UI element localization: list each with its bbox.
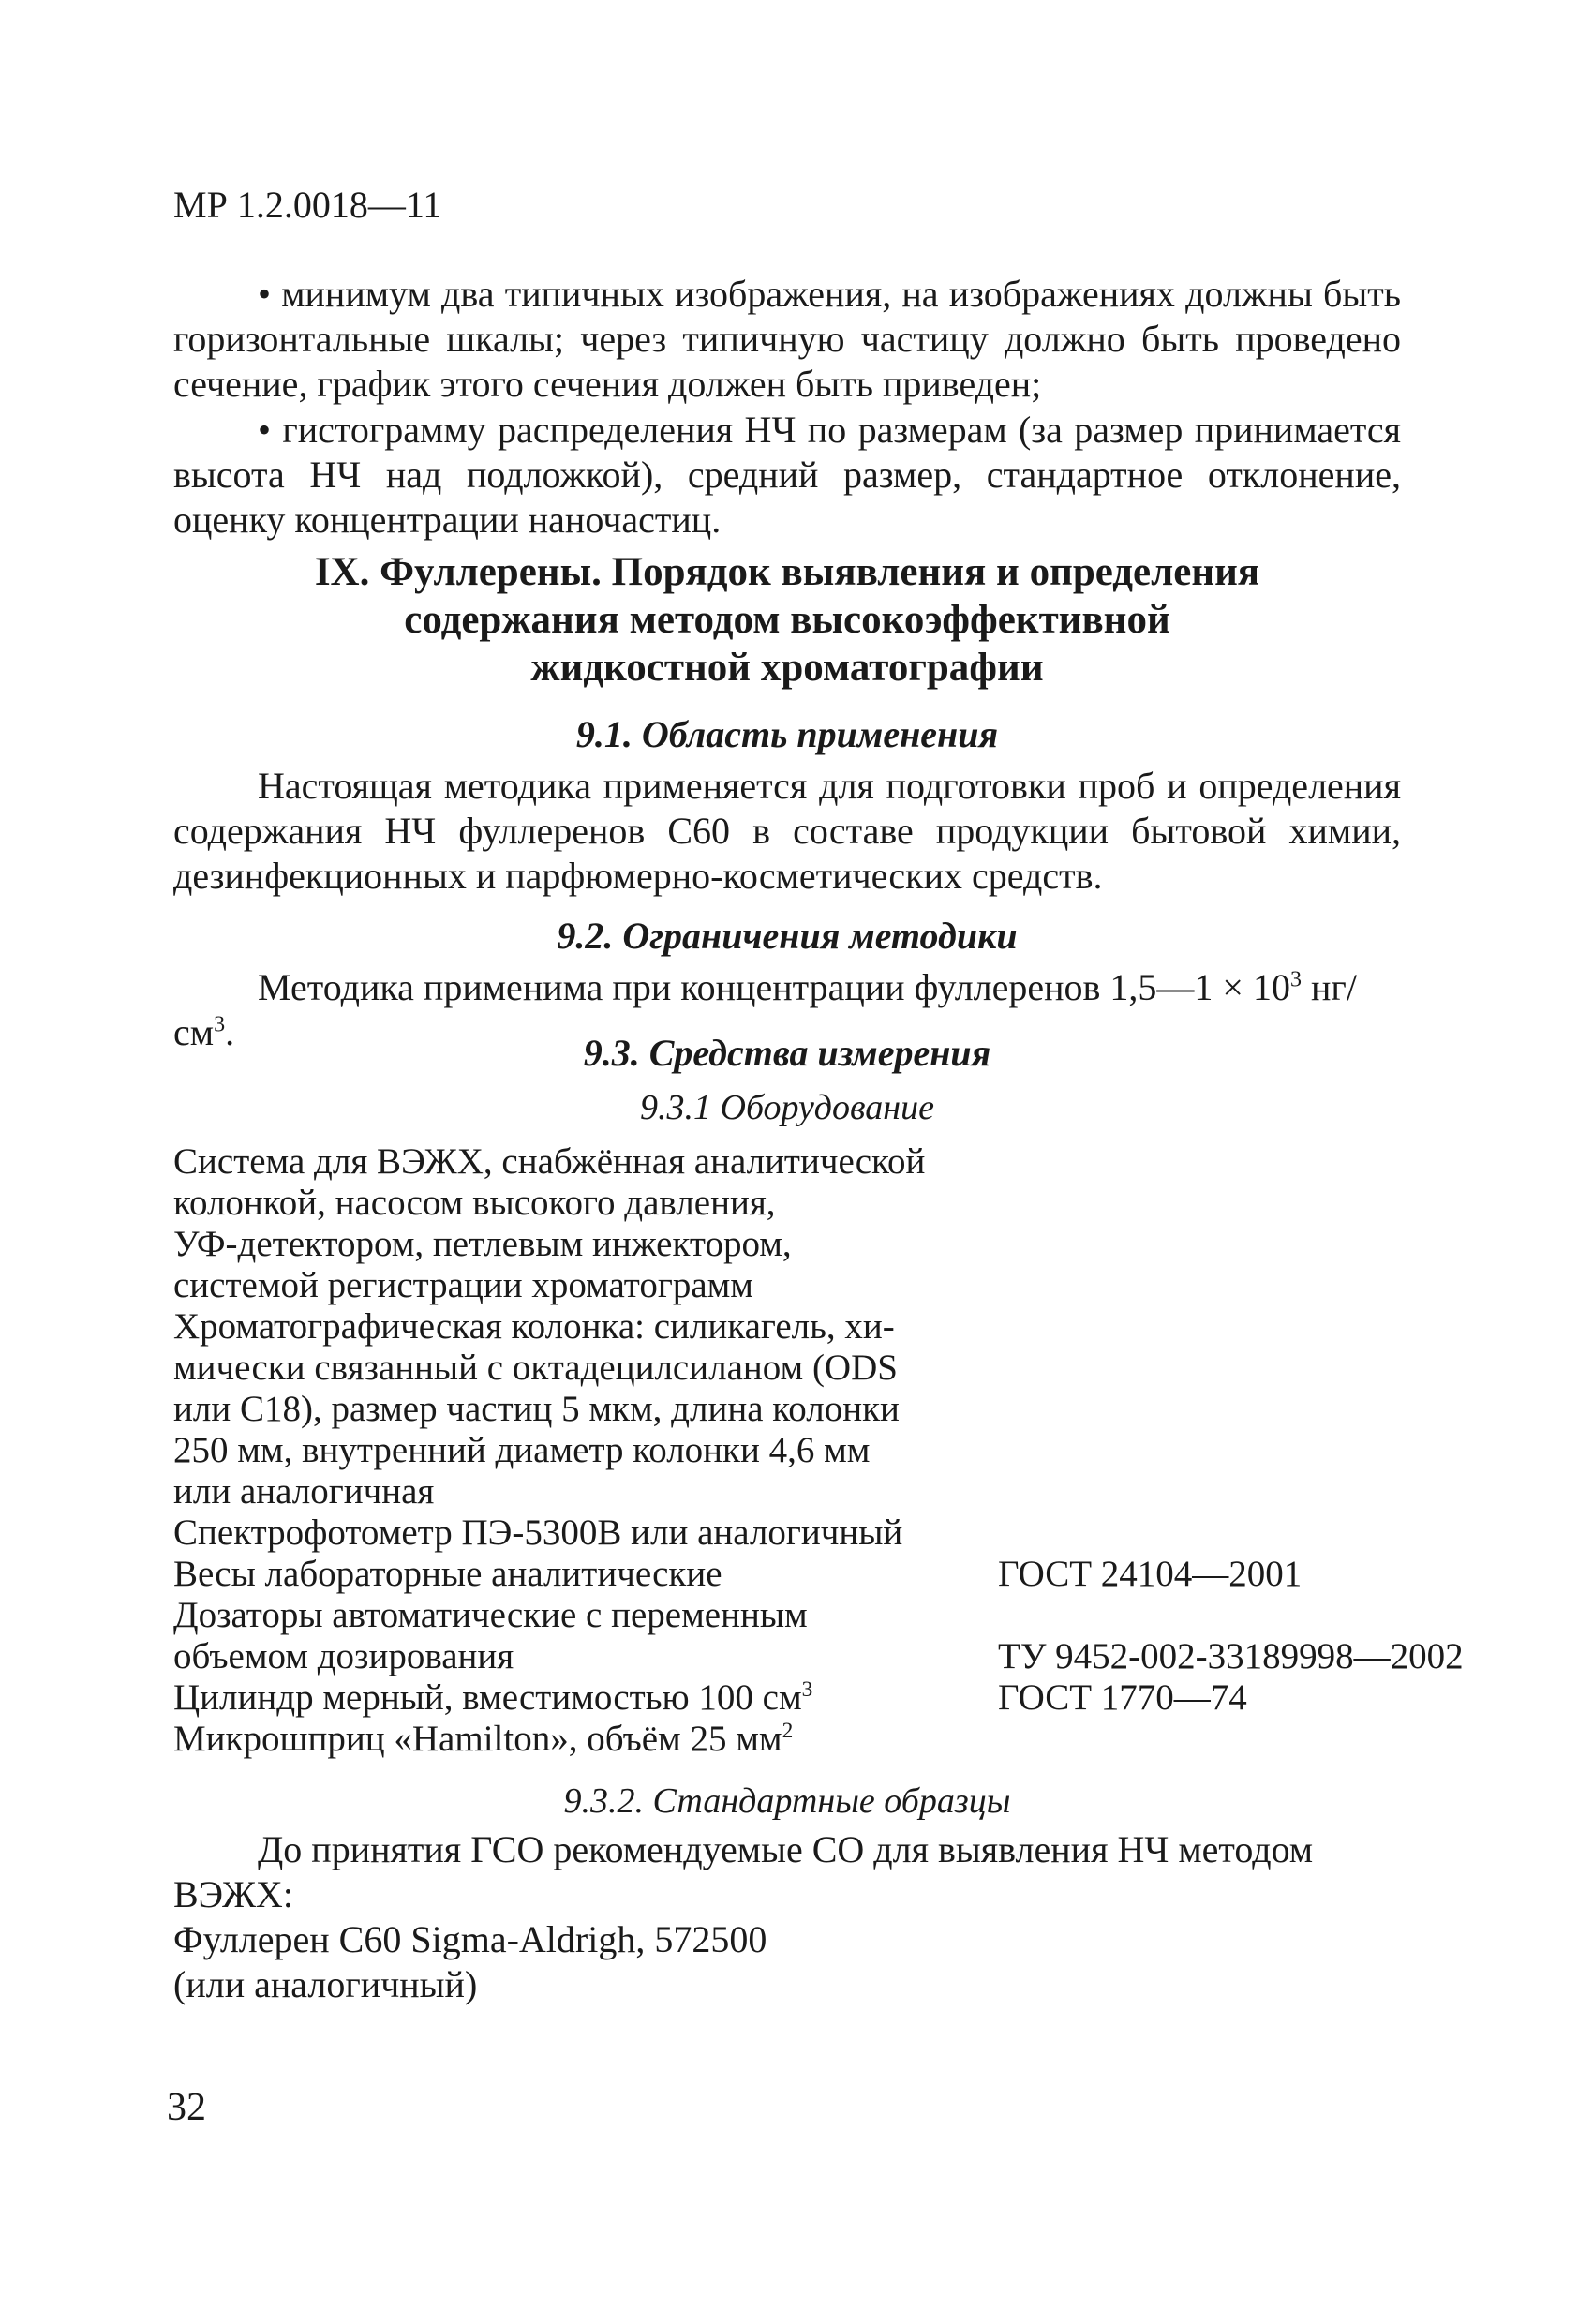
paragraph-text: Настоящая методика применяется для подготовки проб и определения содержания НЧ фуллеренов С60 в составе продукции бытовой химии, дезинфекционных и парфюмерно-косметических средств. xyxy=(173,765,1401,897)
equipment-item xyxy=(173,1141,998,1306)
superscript: 2 xyxy=(782,1719,794,1743)
paragraph-text: Методика применима при концентрации фуллеренов 1,5—1 × 10 xyxy=(258,966,1290,1008)
paragraph-text: нг/см xyxy=(173,966,1357,1053)
bullet-text: • гистограмму распределения НЧ по размерам (за размер принимается высота НЧ над подложкой), средний размер, стандартное отклонение, оценку концентрации наночастиц. xyxy=(173,409,1401,541)
standards-text xyxy=(173,1827,1401,2007)
equipment-line: Система для ВЭЖХ, снабжённая аналитической xyxy=(173,1141,926,1182)
standard-sample-item: Фуллерен С60 Sigma-Aldrigh, 572500 xyxy=(173,1918,767,1960)
equipment-line: Спектрофотометр ПЭ-5300В или аналогичный xyxy=(173,1512,903,1553)
section-title xyxy=(173,548,1401,692)
subsubsection-title-9-3-1: 9.3.1 Оборудование xyxy=(640,1088,934,1127)
equipment-line: или аналогичная xyxy=(173,1471,435,1512)
superscript: 3 xyxy=(801,1677,813,1702)
superscript: 3 xyxy=(214,1012,226,1037)
equipment-line: Весы лабораторные аналитические xyxy=(173,1554,722,1594)
bullet-item xyxy=(173,272,1401,407)
section-title-line: жидкостной хроматографии xyxy=(530,646,1044,690)
equipment-ref: ГОСТ 24104—2001 xyxy=(998,1554,1303,1594)
subsection-title-9-2: 9.2. Ограничения методики xyxy=(557,915,1018,957)
subsubsection-title-9-3-2: 9.3.2. Стандартные образцы xyxy=(563,1781,1011,1821)
section-title-line: содержания методом высокоэффективной xyxy=(404,598,1170,642)
bullet-item xyxy=(173,408,1401,543)
equipment-line: Цилиндр мерный, вместимостью 100 см xyxy=(173,1677,802,1718)
equipment-line: 250 мм, внутренний диаметр колонки 4,6 мм xyxy=(173,1430,871,1470)
document-code: МР 1.2.0018—11 xyxy=(173,184,442,226)
equipment-item xyxy=(173,1306,998,1512)
equipment-item xyxy=(173,1719,998,1760)
subsection-title-9-1: 9.1. Область применения xyxy=(575,713,999,755)
equipment-item xyxy=(173,1677,998,1719)
equipment-ref: ГОСТ 1770—74 xyxy=(998,1677,1247,1718)
equipment-line: Хроматографическая колонка: силикагель, хи- xyxy=(173,1306,895,1347)
paragraph-text: . xyxy=(225,1011,235,1053)
section-title-line: IX. Фуллерены. Порядок выявления и определения xyxy=(314,550,1260,594)
superscript: 3 xyxy=(1290,967,1302,992)
equipment-line: объемом дозирования xyxy=(173,1636,514,1676)
equipment-line: или С18), размер частиц 5 мкм, длина колонки xyxy=(173,1389,900,1429)
equipment-item xyxy=(173,1595,998,1677)
paragraph-text: ВЭЖХ: xyxy=(173,1873,293,1915)
page-number: 32 xyxy=(167,2086,206,2129)
equipment-ref: ТУ 9452-002-33189998—2002 xyxy=(998,1636,1464,1676)
standard-sample-item: (или аналогичный) xyxy=(173,1963,478,2005)
equipment-item xyxy=(173,1512,998,1554)
equipment-item xyxy=(173,1554,998,1595)
equipment-line: колонкой, насосом высокого давления, xyxy=(173,1183,776,1223)
equipment-line: Микрошприц «Hamilton», объём 25 мм xyxy=(173,1719,782,1759)
bullet-text: • минимум два типичных изображения, на изображениях должны быть горизонтальные шкалы; через типичную частицу должно быть проведено сечение, график этого сечения должен быть приведен; xyxy=(173,273,1401,405)
subsection-title-9-3: 9.3. Средства измерения xyxy=(583,1032,991,1074)
equipment-line: мически связанный с октадецилсиланом (ODS xyxy=(173,1348,898,1388)
equipment-line: системой регистрации хроматограмм xyxy=(173,1265,753,1305)
equipment-line: УФ-детектором, петлевым инжектором, xyxy=(173,1224,792,1264)
subsection-text-9-1 xyxy=(173,764,1401,899)
paragraph-text: До принятия ГСО рекомендуемые СО для выявления НЧ методом xyxy=(258,1828,1314,1870)
equipment-line: Дозаторы автоматические с переменным xyxy=(173,1595,808,1635)
